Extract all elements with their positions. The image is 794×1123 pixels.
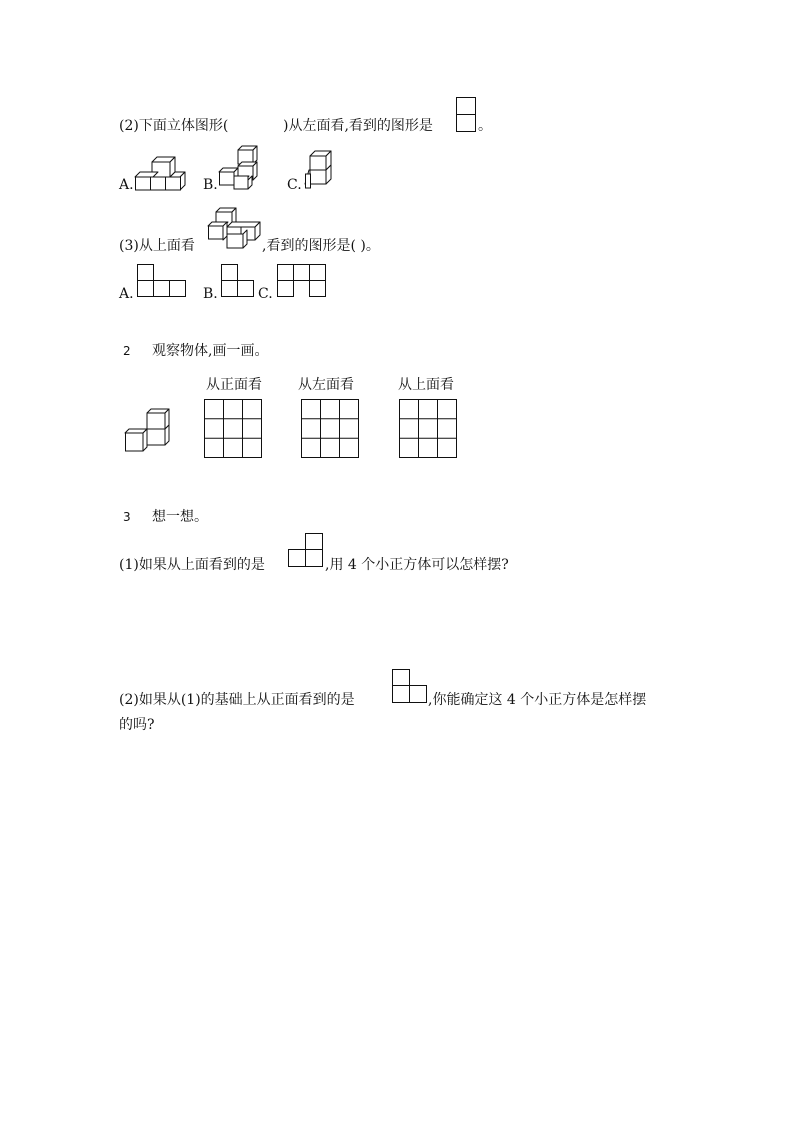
grid-header-left: 从左面看 bbox=[298, 377, 354, 393]
section-2-solid-figure bbox=[125, 408, 173, 454]
q2-prompt-suffix: 。 bbox=[478, 118, 492, 134]
q3-option-a-label[interactable]: A. bbox=[119, 286, 134, 302]
section-3-title: 想一想。 bbox=[152, 509, 208, 525]
q2-option-c-label[interactable]: C. bbox=[287, 177, 302, 193]
q3-option-c-label[interactable]: C. bbox=[258, 286, 273, 302]
q2-option-c-cubes[interactable] bbox=[305, 150, 333, 190]
section-3-question-1-suffix: ,用 4 个小正方体可以怎样摆? bbox=[325, 557, 509, 573]
q3-option-b-label[interactable]: B. bbox=[203, 286, 218, 302]
q2-option-b-cubes[interactable] bbox=[219, 145, 261, 190]
q3-option-c-view[interactable] bbox=[277, 264, 329, 300]
section-3-question-2-suffix: ,你能确定这 4 个小正方体是怎样摆 bbox=[428, 692, 647, 708]
q2-option-a-label[interactable]: A. bbox=[119, 177, 134, 193]
section-2-title: 观察物体,画一画。 bbox=[152, 343, 269, 359]
q3-option-b-view[interactable] bbox=[221, 264, 257, 300]
left-view-drawing-grid[interactable] bbox=[301, 399, 361, 459]
section-3-top-view-figure bbox=[288, 533, 328, 569]
q2-option-a-cubes[interactable] bbox=[135, 154, 187, 190]
q3-option-a-view[interactable] bbox=[137, 264, 189, 300]
q2-left-view-figure bbox=[456, 97, 478, 135]
q2-prompt-middle: )从左面看,看到的图形是 bbox=[283, 118, 433, 134]
section-2-number: 2 bbox=[123, 344, 131, 358]
section-3-front-view-figure bbox=[392, 669, 432, 705]
q2-prompt-prefix: (2)下面立体图形( bbox=[119, 118, 229, 134]
top-view-drawing-grid[interactable] bbox=[399, 399, 459, 459]
section-3-number: 3 bbox=[123, 510, 131, 524]
q3-prompt-prefix: (3)从上面看 bbox=[119, 238, 195, 254]
q2-option-b-label[interactable]: B. bbox=[203, 177, 218, 193]
front-view-drawing-grid[interactable] bbox=[204, 399, 264, 459]
q2-answer-blank[interactable] bbox=[253, 117, 281, 135]
section-3-question-2-line-2: 的吗? bbox=[119, 717, 155, 733]
q3-prompt-suffix: ,看到的图形是( )。 bbox=[262, 238, 380, 254]
grid-header-top: 从上面看 bbox=[398, 377, 454, 393]
section-3-question-1-prefix: (1)如果从上面看到的是 bbox=[119, 557, 265, 573]
q3-solid-figure bbox=[208, 207, 262, 249]
section-3-question-2-prefix: (2)如果从(1)的基础上从正面看到的是 bbox=[119, 692, 355, 708]
grid-header-front: 从正面看 bbox=[206, 377, 262, 393]
